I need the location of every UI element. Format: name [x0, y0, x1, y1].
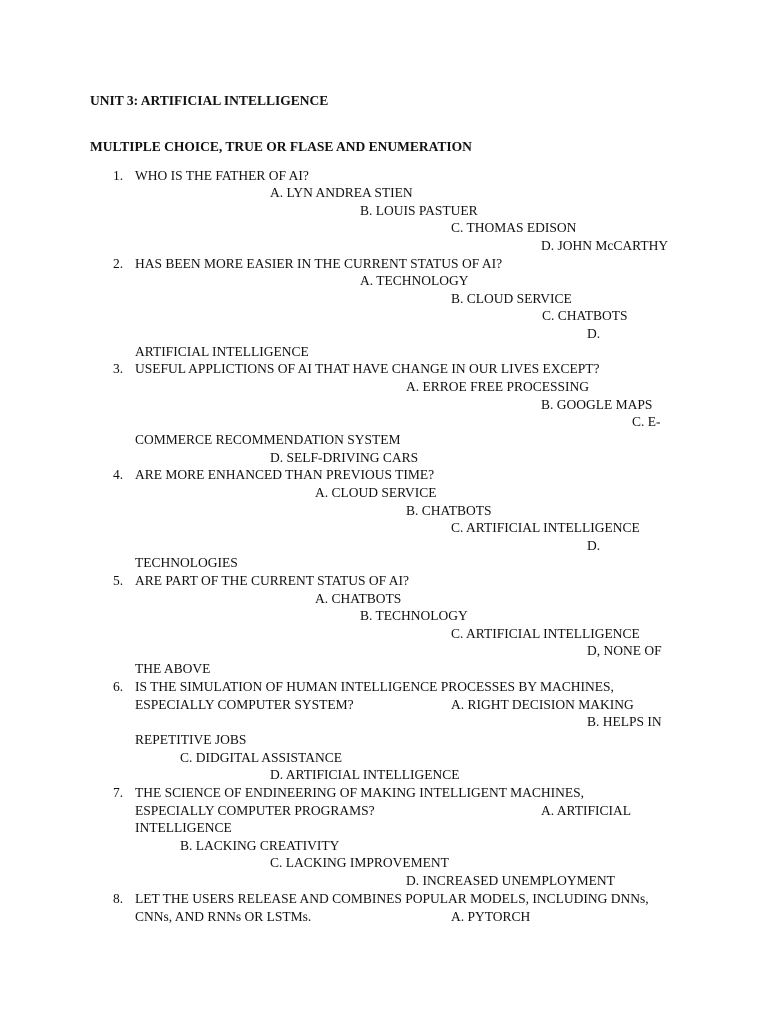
choice-d: D. — [587, 538, 601, 553]
question-text: THE SCIENCE OF ENDINEERING OF MAKING INTELLIGENT MACHINES, — [135, 785, 584, 800]
choice-d: D, NONE OF — [587, 643, 662, 658]
choice-c: C. LACKING IMPROVEMENT — [270, 855, 449, 870]
question-text: LET THE USERS RELEASE AND COMBINES POPULAR MODELS, INCLUDING DNNs, — [135, 891, 649, 906]
choice-c: C. CHATBOTS — [542, 308, 628, 323]
question-number: 5. — [113, 573, 124, 588]
question-text: ARE PART OF THE CURRENT STATUS OF AI? — [135, 573, 410, 588]
choice-a: A. CHATBOTS — [315, 591, 402, 606]
question-number: 8. — [113, 891, 124, 906]
question-text: ARE MORE ENHANCED THAN PREVIOUS TIME? — [135, 467, 435, 482]
choice-d: D. JOHN McCARTHY — [541, 238, 669, 253]
choice-b-continued: REPETITIVE JOBS — [135, 732, 247, 747]
question-number: 1. — [113, 168, 124, 183]
question-number: 2. — [113, 256, 124, 271]
choice-c: C. THOMAS EDISON — [451, 220, 577, 235]
choice-c: C. ARTIFICIAL INTELLIGENCE — [451, 626, 640, 641]
question-text: HAS BEEN MORE EASIER IN THE CURRENT STATUS OF AI? — [135, 256, 503, 271]
question-text-continued: CNNs, AND RNNs OR LSTMs. — [135, 909, 312, 924]
choice-a: A. PYTORCH — [451, 909, 531, 924]
section-subtitle: MULTIPLE CHOICE, TRUE OR FLASE AND ENUMERATION — [90, 139, 472, 154]
question-text-continued: ESPECIALLY COMPUTER SYSTEM? — [135, 697, 354, 712]
unit-title: UNIT 3: ARTIFICIAL INTELLIGENCE — [90, 93, 329, 108]
choice-d: D. SELF-DRIVING CARS — [270, 450, 419, 465]
choice-d-continued: THE ABOVE — [135, 661, 211, 676]
choice-a: A. RIGHT DECISION MAKING — [451, 697, 634, 712]
choice-a: A. LYN ANDREA STIEN — [270, 185, 413, 200]
choice-c: C. DIDGITAL ASSISTANCE — [180, 750, 342, 765]
choice-d: D. — [587, 326, 601, 341]
choice-b: B. TECHNOLOGY — [360, 608, 468, 623]
question-text: USEFUL APPLICTIONS OF AI THAT HAVE CHANGE IN OUR LIVES EXCEPT? — [135, 361, 600, 376]
choice-d-continued: ARTIFICIAL INTELLIGENCE — [135, 344, 309, 359]
question-text: WHO IS THE FATHER OF AI? — [135, 168, 309, 183]
question-text: IS THE SIMULATION OF HUMAN INTELLIGENCE PROCESSES BY MACHINES, — [135, 679, 614, 694]
choice-c: C. E- — [632, 414, 661, 429]
choice-d: D. INCREASED UNEMPLOYMENT — [406, 873, 615, 888]
choice-a: A. CLOUD SERVICE — [315, 485, 437, 500]
choice-c-continued: COMMERCE RECOMMENDATION SYSTEM — [135, 432, 401, 447]
choice-b: B. CHATBOTS — [406, 503, 492, 518]
question-number: 4. — [113, 467, 124, 482]
choice-a-continued: INTELLIGENCE — [135, 820, 232, 835]
choice-b: B. HELPS IN — [587, 714, 662, 729]
choice-b: B. LACKING CREATIVITY — [180, 838, 340, 853]
choice-a: A. TECHNOLOGY — [360, 273, 469, 288]
choice-c: C. ARTIFICIAL INTELLIGENCE — [451, 520, 640, 535]
choice-d: D. ARTIFICIAL INTELLIGENCE — [270, 767, 460, 782]
question-text-continued: ESPECIALLY COMPUTER PROGRAMS? — [135, 803, 375, 818]
question-number: 6. — [113, 679, 124, 694]
choice-b: B. CLOUD SERVICE — [451, 291, 572, 306]
choice-a: A. ARTIFICIAL — [541, 803, 631, 818]
choice-d-continued: TECHNOLOGIES — [135, 555, 238, 570]
question-number: 7. — [113, 785, 124, 800]
choice-b: B. GOOGLE MAPS — [541, 397, 653, 412]
choice-a: A. ERROE FREE PROCESSING — [406, 379, 590, 394]
choice-b: B. LOUIS PASTUER — [360, 203, 478, 218]
question-number: 3. — [113, 361, 124, 376]
